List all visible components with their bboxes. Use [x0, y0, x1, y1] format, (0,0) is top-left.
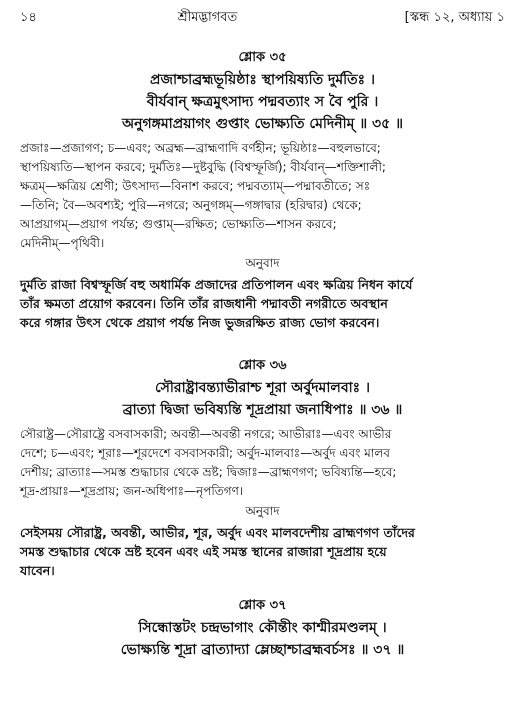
verse-text — [20, 69, 505, 135]
verse-text — [20, 617, 505, 661]
translation-line: যাবেন। — [20, 563, 55, 578]
word-meaning-line: মেদিনীম্‌—পৃথিবী। — [20, 236, 105, 250]
translation-line: সেইসময় সৌরাষ্ট্র, অবন্তী, আভীর, শূর, অর্বুদ এবং মালবদেশীয় ব্রাহ্মণগণ তাঁদের — [20, 525, 415, 540]
book-title: শ্রীমদ্ভাগবত — [177, 10, 238, 25]
page-number: ১৪ — [20, 10, 37, 25]
verse-line: বীর্যবান্‌ ক্ষত্রমুৎসাদ্য পদ্মবত্যাং স বৈ পুরি । — [146, 94, 379, 110]
verse-text — [20, 377, 505, 421]
verse-line: সিন্ধোস্তটং চন্দ্রভাগাং কৌন্তীং কাশ্মীরমণ্ডলম্‌ । — [138, 620, 387, 636]
translation-heading: অনুবাদ — [245, 256, 280, 270]
verse-line: ভোক্ষ্যন্তি শূদ্রা ব্রাত্যাদ্যা ম্লেচ্ছাশ্চাব্রহ্মবর্চসঃ ॥ ৩৭ ॥ — [120, 642, 405, 658]
word-meaning-line: ক্ষত্রম্‌—ক্ষত্রিয় শ্রেণী; উৎসাদ্য—বিনাশ করবে; পদ্মবত্যাম্‌—পদ্মাবতীতে; সঃ — [20, 179, 371, 193]
section-reference: [স্কন্ধ ১২, অধ্যায় ১ — [404, 10, 505, 25]
word-meaning-line: —তিনি; বৈ—অবশ্যই; পুরি—নগরে; অনুগঙ্গম্‌—গঙ্গাদ্বার (হরিদ্বার) থেকে; — [20, 198, 362, 212]
translation — [20, 523, 505, 580]
translation-line: করে গঙ্গার উৎস থেকে প্রয়াগ পর্যন্ত নিজ ভুজরক্ষিত রাজ্য ভোগ করবেন। — [20, 315, 380, 330]
word-meanings — [20, 425, 505, 501]
translation-heading: অনুবাদ — [245, 504, 280, 518]
verse-heading: শ্লোক ৩৫ — [238, 50, 287, 65]
word-meaning-line: স্থাপয়িষ্যতি—স্থাপন করবে; দুর্মতিঃ—দুষ্টবুদ্ধি (বিশ্বস্ফূর্জি); বীর্যবান্‌—শক্তিশালী; — [20, 160, 386, 174]
translation — [20, 275, 505, 332]
verse-heading: শ্লোক ৩৭ — [238, 598, 287, 613]
word-meaning-line: শূদ্র-প্রায়াঃ—শূদ্রপ্রায়; জন-অধিপাঃ—নৃপতিগণ। — [20, 484, 244, 498]
word-meaning-line: আপ্রয়াগম্‌—প্রয়াগ পর্যন্ত; গুপ্তাম্‌—রক্ষিত; ভোক্ষ্যতি—শাসন করবে; — [20, 217, 337, 231]
verse-line: অনুগঙ্গমাপ্রয়াগং গুপ্তাং ভোক্ষ্যতি মেদিনীম্‌ ॥ ৩৫ ॥ — [121, 116, 404, 132]
word-meaning-line: সৌরাষ্ট্র—সৌরাষ্ট্রে বসবাসকারী; অবন্তী—অবন্তী নগরে; আভীরাঃ—এবং আভীর — [20, 427, 392, 441]
word-meaning-line: দেশে; চ—এবং; শূরাঃ—শূরদেশে বসবাসকারী; অর্বুদ-মালবাঃ—অর্বুদ এবং মালব — [20, 446, 390, 460]
translation-line: দুর্মতি রাজা বিশ্বস্ফূর্জি বহু অধার্মিক প্রজাদের প্রতিপালন এবং ক্ষত্রিয় নিধন কার্যে — [20, 277, 413, 292]
word-meaning-line: প্রজাঃ—প্রজাগণ; চ—এবং; অব্রহ্ম—ব্রাহ্মণাদি বর্ণহীন; ভূয়িষ্ঠাঃ—বহুলভাবে; — [20, 141, 381, 155]
word-meanings — [20, 139, 505, 253]
page-header — [20, 8, 505, 32]
word-meaning-line: দেশীয়; ব্রাত্যাঃ—সমস্ত শুদ্ধাচার থেকে ভ্রষ্ট; দ্বিজাঃ—ব্রাহ্মণগণ; ভবিষ্যন্তি—হবে; — [20, 465, 397, 479]
verse-heading: শ্লোক ৩৬ — [238, 358, 287, 373]
verse-line: প্রজাশ্চাব্রহ্মভূয়িষ্ঠাঃ স্থাপয়িষ্যতি দুর্মতিঃ । — [150, 72, 375, 88]
verse-line: ব্রাত্যা দ্বিজা ভবিষ্যন্তি শূদ্রপ্রায়া জনাধিপাঃ ॥ ৩৬ ॥ — [122, 402, 403, 418]
translation-line: সমস্ত শুদ্ধাচার থেকে ভ্রষ্ট হবেন এবং এই সমস্ত স্থানের রাজারা শূদ্রপ্রায় হয়ে — [20, 544, 387, 559]
verse-line: সৌরাষ্ট্রাবন্ত্যাভীরাশ্চ শূরা অর্বুদমালবাঃ । — [154, 380, 371, 396]
translation-line: তাঁর ক্ষমতা প্রয়োগ করবেন। তিনি তাঁর রাজধানী পদ্মাবতী নগরীতে অবস্থান — [20, 296, 388, 311]
